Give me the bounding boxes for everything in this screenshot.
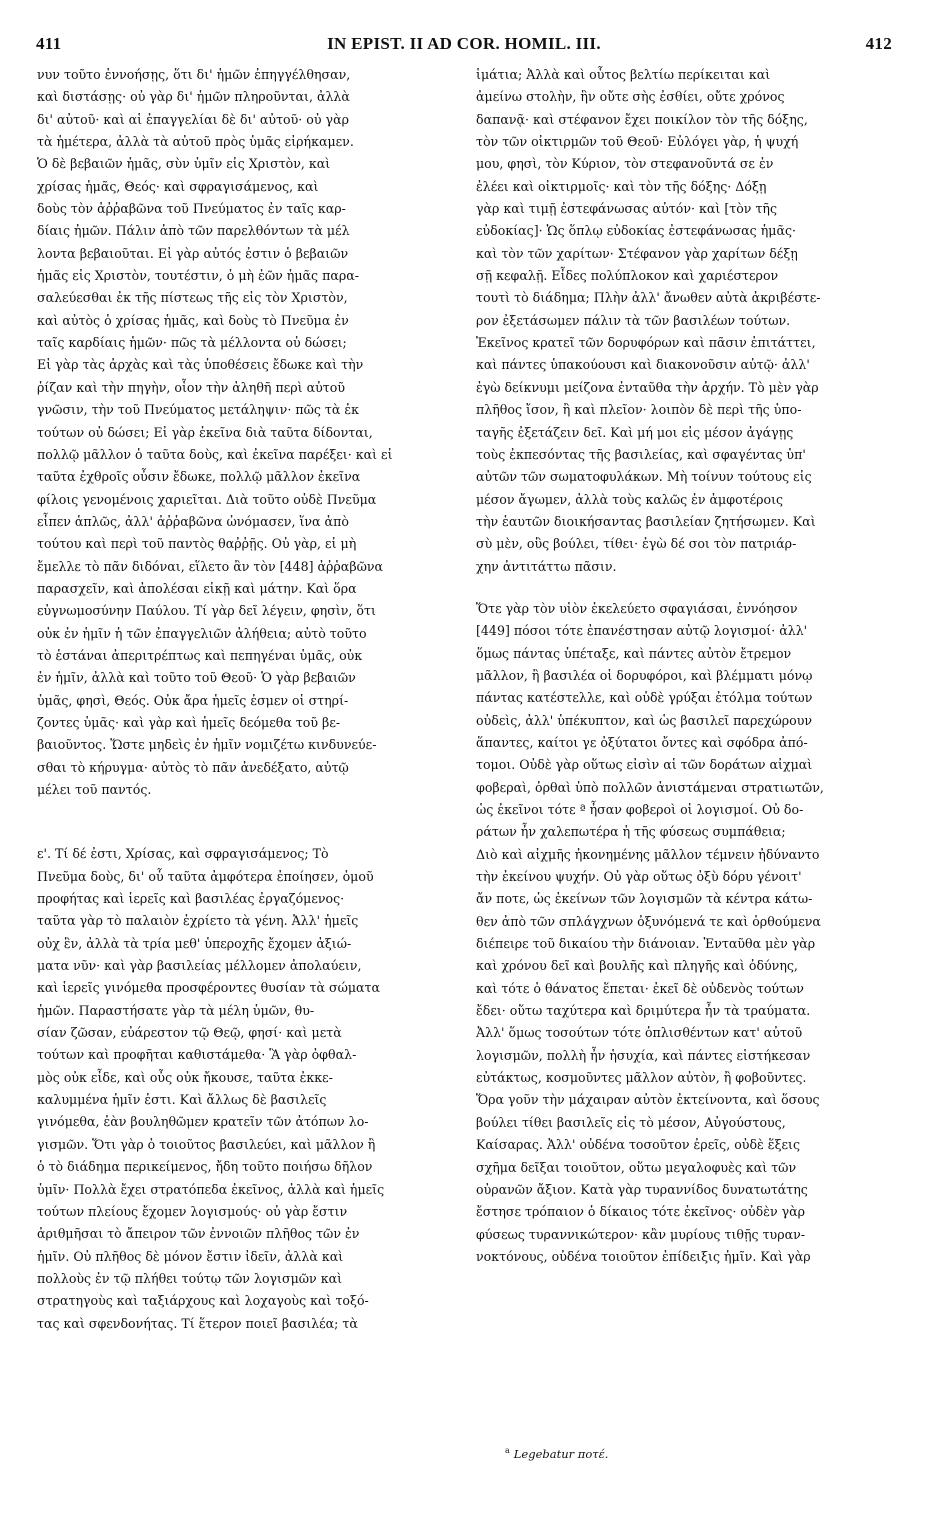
text-line: ἡμᾶς εἰς Χριστὸν, τουτέστιν, ὁ μὴ ἐῶν ἡμᾶς παρα- bbox=[37, 268, 360, 284]
text-line: σὺ μὲν, οὓς βούλει, τίθει· ἐγὼ δέ σοι τὸν πατριάρ- bbox=[476, 536, 797, 552]
text-line: θεν ἀπὸ τῶν σπλάγχνων ὀξυνόμενά τε καὶ ὀρθούμενα bbox=[476, 913, 821, 929]
paragraph-gap bbox=[476, 578, 896, 598]
text-line: ἅπαντες, καίτοι γε ὀξύτατοι ὄντες καὶ σφόδρα ἀπό- bbox=[476, 734, 808, 750]
text-line: βαιοῦντος. Ὥστε μηδεὶς ἐν ἡμῖν νομιζέτω κινδυνεύε- bbox=[37, 737, 377, 753]
text-line: τούτων πλείους ἔχομεν λογισμούς· οὐ γὰρ ἔστιν bbox=[37, 1203, 348, 1219]
text-line: τούτου καὶ περὶ τοῦ παντὸς θαῤῥῇς. Οὐ γὰρ, εἰ μὴ bbox=[37, 536, 357, 552]
text-line: σθαι τὸ κήρυγμα· αὐτὸς τὸ πᾶν ἀνεδέξατο, αὐτῷ bbox=[37, 759, 349, 775]
text-line: εὐγνωμοσύνην Παύλου. Τί γὰρ δεῖ λέγειν, φησὶν, ὅτι bbox=[37, 603, 376, 619]
left-column bbox=[37, 64, 457, 1335]
text-line: τὴν ἐκείνου ψυχήν. Οὐ γὰρ οὕτως ὀξὺ δόρυ γένοιτ' bbox=[476, 869, 802, 885]
text-line: ὅμως πάντας ὑπέταξε, καὶ πάντες αὐτὸν ἔτρεμον bbox=[476, 645, 792, 661]
text-line: ἔδει· οὕτω ταχύτερα καὶ δριμύτερα ἦν τὰ τραύματα. bbox=[476, 1003, 811, 1019]
text-line: ταγῆς ἐξετάζειν δεῖ. Καὶ μή μοι εἰς μέσον ἀγάγῃς bbox=[476, 424, 794, 440]
text-line: σχῆμα δεῖξαι τοιοῦτον, οὕτω μεγαλοφυὲς καὶ τῶν bbox=[476, 1159, 797, 1175]
text-line: βούλει τίθει βασιλεῖς εἰς τὸ μέσον, Αὐγούστους, bbox=[476, 1114, 786, 1130]
text-line: δι' αὐτοῦ· καὶ αἱ ἐπαγγελίαι δὲ δι' αὐτοῦ· οὐ γὰρ bbox=[37, 111, 349, 127]
text-line: ἡμῖν. Οὐ πλῆθος δὲ μόνον ἔστιν ἰδεῖν, ἀλλὰ καὶ bbox=[37, 1248, 344, 1264]
text-line: τὴν ἑαυτῶν διοικήσαντας βασιλείαν ζητήσωμεν. Καὶ bbox=[476, 513, 816, 529]
text-line: καὶ διστάσῃς· οὐ γὰρ δι' ἡμῶν πληροῦνται, ἀλλὰ bbox=[37, 89, 350, 105]
text-line: δίαις ἡμῶν. Πάλιν ἀπὸ τῶν παρελθόντων τὰ μέλ bbox=[37, 223, 350, 239]
text-line: εἶπεν ἁπλῶς, ἀλλ' ἀῤῥαβῶνα ὠνόμασεν, ἵνα ἀπὸ bbox=[37, 513, 349, 529]
text-line: φίλοις γενομένοις χαριεῖται. Διὰ τοῦτο οὐδὲ Πνεῦμα bbox=[37, 491, 377, 507]
text-line: τοὺς ἐκπεσόντας τῆς βασιλείας, καὶ σφαγέντας ὑπ' bbox=[476, 446, 806, 462]
text-line: καλυμμένα ἡμῖν ἐστι. Καὶ ἄλλως δὲ βασιλεῖς bbox=[37, 1092, 327, 1108]
text-line: ἐν ἡμῖν, ἀλλὰ καὶ τοῦτο τοῦ Θεοῦ· Ὁ γὰρ βεβαιῶν bbox=[37, 670, 356, 686]
text-line: ἐγὼ δείκνυμι μείζονα ἐνταῦθα τὴν ἀρχήν. Τὸ μὲν γὰρ bbox=[476, 379, 819, 395]
text-line: σίαν ζῶσαν, εὐάρεστον τῷ Θεῷ, φησί· καὶ μετὰ bbox=[37, 1025, 342, 1041]
text-line: δαπανᾷ· καὶ στέφανον ἔχει ποικίλον τὸν τῆς δόξης, bbox=[476, 111, 808, 127]
page-number-left: 411 bbox=[36, 34, 62, 53]
text-line: οὐρανῶν ἄξιον. Κατὰ γὰρ τυραννίδος δυνατωτάτης bbox=[476, 1181, 808, 1197]
text-line: πάντας κατέστελλε, καὶ οὐδὲ γρύξαι ἐτόλμα τούτων bbox=[476, 690, 813, 706]
text-line: νοκτόνους, οὐδένα τοιοῦτον ἐπίδειξις ἡμῖν. Καὶ γὰρ bbox=[476, 1248, 811, 1264]
running-header bbox=[30, 34, 898, 58]
text-line: ρον ἐξετάσωμεν πάλιν τὰ τῶν βασιλέων τούτων. bbox=[476, 312, 791, 328]
text-line: ὁ τὸ διάδημα περικείμενος, ἤδη τοῦτο ποιήσω δῆλον bbox=[37, 1159, 373, 1175]
footnote-mark: a bbox=[505, 1446, 510, 1455]
text-line: νυν τοῦτο ἐννοήσῃς, ὅτι δι' ἡμῶν ἐπηγγέλθησαν, bbox=[37, 67, 351, 82]
footnote bbox=[505, 1446, 608, 1461]
text-line: Καίσαρας. Ἀλλ' οὐδένα τοσοῦτον ἐρεῖς, οὐδὲ ἕξεις bbox=[476, 1137, 801, 1153]
text-line: γισμῶν. Ὅτι γὰρ ὁ τοιοῦτος βασιλεύει, καὶ μᾶλλον ἢ bbox=[37, 1136, 376, 1152]
text-line: ἔμελλε τὸ πᾶν διδόναι, εἵλετο ἂν τὸν [448] ἀῤῥαβῶνα bbox=[37, 558, 384, 574]
left-paragraph-2 bbox=[37, 843, 457, 1335]
text-line: Εἰ γὰρ τὰς ἀρχὰς καὶ τὰς ὑποθέσεις ἔδωκε καὶ τὴν bbox=[37, 357, 364, 373]
page-number-right: 412 bbox=[865, 34, 892, 53]
text-line: εὐτάκτως, κοσμοῦντες μᾶλλον αὐτὸν, ἢ φοβοῦντες. bbox=[476, 1070, 807, 1086]
text-line: ἐλέει καὶ οἰκτιρμοῖς· καὶ τὸν τῆς δόξης· Δόξῃ bbox=[476, 178, 767, 194]
text-line: ε'. Τί δέ ἐστι, Χρίσας, καὶ σφραγισάμενος; Τὸ bbox=[37, 846, 329, 862]
text-line: Ὅτε γὰρ τὸν υἱὸν ἐκελεύετο σφαγιάσαι, ἐννόησον bbox=[476, 600, 798, 616]
footnote-text: Legebatur ποτέ. bbox=[513, 1446, 609, 1461]
text-line: στρατηγοὺς καὶ ταξιάρχους καὶ λοχαγοὺς καὶ τοξό- bbox=[37, 1293, 369, 1309]
text-line: φοβεραὶ, ὀρθαὶ ὑπὸ πολλῶν ἀνιστάμεναι στρατιωτῶν, bbox=[476, 779, 824, 795]
text-line: ὡς ἐκεῖνοι τότε ª ἦσαν φοβεροὶ οἱ λογισμοί. Οὐ δο- bbox=[476, 802, 804, 817]
text-line: ταῖς καρδίαις ἡμῶν· πῶς τὰ μέλλοντα οὐ δώσει; bbox=[37, 335, 347, 351]
text-line: ἱμάτια; Ἀλλὰ καὶ οὗτος βελτίω περίκειται καὶ bbox=[476, 67, 771, 82]
text-line: ὑμῖν· Πολλὰ ἔχει στρατόπεδα ἐκεῖνος, ἀλλὰ καὶ ἡμεῖς bbox=[37, 1181, 385, 1197]
text-line: λογισμῶν, πολλὴ ἦν ἡσυχία, καὶ πάντες εἱστήκεσαν bbox=[476, 1047, 811, 1063]
text-line: Ἀλλ' ὅμως τοσούτων τότε ὁπλισθέντων κατ' αὐτοῦ bbox=[476, 1025, 803, 1041]
text-line: ματα νῦν· καὶ γὰρ βασιλείας μέλλομεν ἀπολαύειν, bbox=[37, 958, 362, 974]
text-line: Ὅρα γοῦν τὴν μάχαιραν αὐτὸν ἐκτείνοντα, καὶ ὅσους bbox=[476, 1092, 820, 1108]
text-line: τὸ ἑστάναι ἀπεριτρέπτως καὶ πεπηγέναι ὑμᾶς, οὐκ bbox=[37, 647, 363, 663]
text-line: χρίσας ἡμᾶς, Θεός· καὶ σφραγισάμενος, καὶ bbox=[37, 178, 319, 194]
text-line: μέσον ἄγωμεν, ἀλλὰ τοὺς καλῶς ἐν ἀμφοτέροις bbox=[476, 491, 784, 507]
paragraph-gap bbox=[37, 801, 457, 843]
text-line: αὐτῶν τῶν σωματοφυλάκων. Μὴ τοίνυν τούτους εἰς bbox=[476, 469, 812, 485]
text-line: ἔστησε τρόπαιον ὁ δίκαιος τότε ἐκεῖνος· οὐδὲν γὰρ bbox=[476, 1204, 806, 1220]
text-line: καὶ πάντες ὑπακούουσι καὶ διακονοῦσιν αὐτῷ· ἀλλ' bbox=[476, 357, 810, 373]
text-line: φύσεως τυραννικώτερον· κἂν μυρίους τιθῇς τυραν- bbox=[476, 1226, 806, 1242]
text-line: ἀριθμῆσαι τὸ ἄπειρον τῶν ἐννοιῶν πλῆθος τῶν ἐν bbox=[37, 1226, 360, 1242]
text-line: Διὸ καὶ αἰχμῆς ἠκονημένης μᾶλλον τέμνειν ἠδύναντο bbox=[476, 846, 820, 862]
text-line: εὐδοκίας]· Ὡς ὅπλῳ εὐδοκίας ἐστεφάνωσας ἡμᾶς· bbox=[476, 223, 797, 239]
text-line: οὐκ ἐν ἡμῖν ἡ τῶν ἐπαγγελιῶν ἀλήθεια; αὐτὸ τοῦτο bbox=[37, 625, 367, 641]
text-line: Ὁ δὲ βεβαιῶν ἡμᾶς, σὺν ὑμῖν εἰς Χριστὸν, καὶ bbox=[37, 156, 331, 172]
text-line: σῇ κεφαλῇ. Εἶδες πολύπλοκον καὶ χαριέστερον bbox=[476, 268, 779, 284]
text-line: πολλοὺς ἐν τῷ πλήθει τούτῳ τῶν λογισμῶν καὶ bbox=[37, 1270, 343, 1286]
text-line: πλῆθος ἴσον, ἢ καὶ πλεῖον· λοιπὸν δὲ περὶ τῆς ὑπο- bbox=[476, 402, 802, 418]
text-line: ἄν ποτε, ὡς ἐκείνων τῶν λογισμῶν τὰ κέντρα κάτω- bbox=[476, 891, 813, 907]
text-line: ἡμῶν. Παραστήσατε γὰρ τὰ μέλη ὑμῶν, θυ- bbox=[37, 1002, 315, 1018]
left-paragraph-1 bbox=[37, 64, 457, 801]
text-line: καὶ αὐτὸς ὁ χρίσας ἡμᾶς, καὶ δοὺς τὸ Πνεῦμα ἐν bbox=[37, 312, 349, 328]
right-column bbox=[476, 64, 896, 1268]
text-line: δοὺς τὸν ἀῤῥαβῶνα τοῦ Πνεύματος ἐν ταῖς καρ- bbox=[37, 201, 346, 217]
text-line: χην ἀντιτάττω πᾶσιν. bbox=[476, 558, 617, 574]
text-line: καὶ ἱερεῖς γινόμεθα προσφέροντες θυσίαν τὰ σώματα bbox=[37, 980, 381, 996]
text-line: Πνεῦμα δοὺς, δι' οὗ ταῦτα ἀμφότερα ἐποίησεν, ὁμοῦ bbox=[37, 868, 374, 884]
text-line: ράτων ἦν χαλεπωτέρα ἡ τῆς φύσεως συμπάθεια; bbox=[476, 824, 786, 840]
text-line: γὰρ καὶ τιμῇ ἐστεφάνωσας αὐτόν· καὶ [τὸν τῆς bbox=[476, 201, 778, 217]
text-line: οὐχ ἓν, ἀλλὰ τὰ τρία μεθ' ὑπεροχῆς ἔχομεν ἀξιώ- bbox=[37, 935, 352, 951]
text-line: μὸς οὐκ εἶδε, καὶ οὖς οὐκ ἤκουσε, ταῦτα ἐκκε- bbox=[37, 1069, 333, 1085]
text-line: γνῶσιν, τὴν τοῦ Πνεύματος μετάληψιν· πῶς τὰ ἐκ bbox=[37, 402, 360, 418]
text-line: μου, φησὶ, τὸν Κύριον, τὸν στεφανοῦντά σε ἐν bbox=[476, 156, 774, 172]
text-line: ταῦτα γὰρ τὸ παλαιὸν ἐχρίετο τὰ γένη. Ἀλλ' ἡμεῖς bbox=[37, 913, 359, 929]
text-line: προφήτας καὶ ἱερεῖς καὶ βασιλέας ἐργαζόμενος· bbox=[37, 891, 345, 907]
text-line: παρασχεῖν, καὶ ἀπολέσαι εἰκῇ καὶ μάτην. Καὶ ὅρα bbox=[37, 580, 357, 596]
text-line: ῥίζαν καὶ τὴν πηγὴν, οἷον τὴν ἀληθῆ περὶ αὐτοῦ bbox=[37, 379, 345, 395]
text-line: μᾶλλον, ἢ βασιλέα οἱ δορυφόροι, καὶ βλέμματι μόνῳ bbox=[476, 667, 813, 683]
text-line: λοντα βεβαιοῦται. Εἰ γὰρ αὐτός ἐστιν ὁ βεβαιῶν bbox=[37, 245, 349, 261]
text-line: μέλει τοῦ παντός. bbox=[37, 782, 152, 797]
text-line: καὶ τὸν τῶν χαρίτων· Στέφανον γὰρ χαρίτων δέξῃ bbox=[476, 245, 798, 261]
text-line: διέπειρε τοῦ δικαίου τὴν διάνοιαν. Ἐνταῦθα μὲν γὰρ bbox=[476, 936, 816, 952]
text-line: πολλῷ μᾶλλον ὁ ταῦτα δοὺς, καὶ ἐκεῖνα παρέξει· καὶ εἰ bbox=[37, 446, 393, 462]
right-paragraph-2 bbox=[476, 598, 896, 1268]
text-line: ταῦτα ἐχθροῖς οὖσιν ἔδωκε, πολλῷ μᾶλλον ἐκεῖνα bbox=[37, 469, 361, 485]
text-line: τομοι. Οὐδὲ γὰρ οὕτως εἰσὶν αἱ τῶν δοράτων αἰχμαὶ bbox=[476, 757, 813, 773]
text-line: καὶ τότε ὁ θάνατος ἕπεται· ἐκεῖ δὲ οὐδενὸς τούτων bbox=[476, 980, 804, 996]
text-line: τὸν τῶν οἰκτιρμῶν τοῦ Θεοῦ· Εὐλόγει γὰρ, ἡ ψυχή bbox=[476, 134, 799, 150]
text-line: καὶ χρόνου δεῖ καὶ βουλῆς καὶ πληγῆς καὶ ὀδύνης, bbox=[476, 958, 798, 974]
text-line: σαλεύεσθαι ἐκ τῆς πίστεως τῆς εἰς τὸν Χριστὸν, bbox=[37, 290, 348, 306]
text-line: τὰ ἡμέτερα, ἀλλὰ τὰ αὐτοῦ πρὸς ὑμᾶς εἰρήκαμεν. bbox=[37, 134, 354, 150]
text-line: Ἐκεῖνος κρατεῖ τῶν δορυφόρων καὶ πᾶσιν ἐπιτάττει, bbox=[476, 335, 816, 351]
text-line: ἀμείνω στολὴν, ἣν οὔτε σὴς ἐσθίει, οὔτε χρόνος bbox=[476, 89, 785, 105]
text-line: τουτὶ τὸ διάδημα; Πλὴν ἀλλ' ἄνωθεν αὐτὰ ἀκριβέστε- bbox=[476, 290, 821, 306]
right-paragraph-1 bbox=[476, 64, 896, 578]
text-line: [449] πόσοι τότε ἐπανέστησαν αὐτῷ λογισμοί· ἀλλ' bbox=[476, 623, 808, 639]
text-line: ζοντες ὑμᾶς· καὶ γὰρ καὶ ἡμεῖς δεόμεθα τοῦ βε- bbox=[37, 714, 341, 730]
text-line: ὑμᾶς, φησὶ, Θεός. Οὐκ ἄρα ἡμεῖς ἐσμεν οἱ στηρί- bbox=[37, 692, 349, 708]
text-line: τούτων καὶ προφῆται καθιστάμεθα· Ἃ γὰρ ὀφθαλ- bbox=[37, 1047, 357, 1063]
running-title: IN EPIST. II AD COR. HOMIL. III. bbox=[327, 34, 601, 53]
text-line: τούτων οὐ δώσει; Εἰ γὰρ ἐκεῖνα διὰ ταῦτα δίδονται, bbox=[37, 424, 373, 440]
text-line: οὐδεὶς, ἀλλ' ὑπέκυπτον, καὶ ὡς βασιλεῖ παρεχώρουν bbox=[476, 712, 813, 728]
text-line: τας καὶ σφενδονήτας. Τί ἕτερον ποιεῖ βασιλέα; τὰ bbox=[37, 1315, 358, 1331]
text-line: γινόμεθα, ἐὰν βουληθῶμεν κρατεῖν τῶν ἀτόπων λο- bbox=[37, 1114, 369, 1130]
